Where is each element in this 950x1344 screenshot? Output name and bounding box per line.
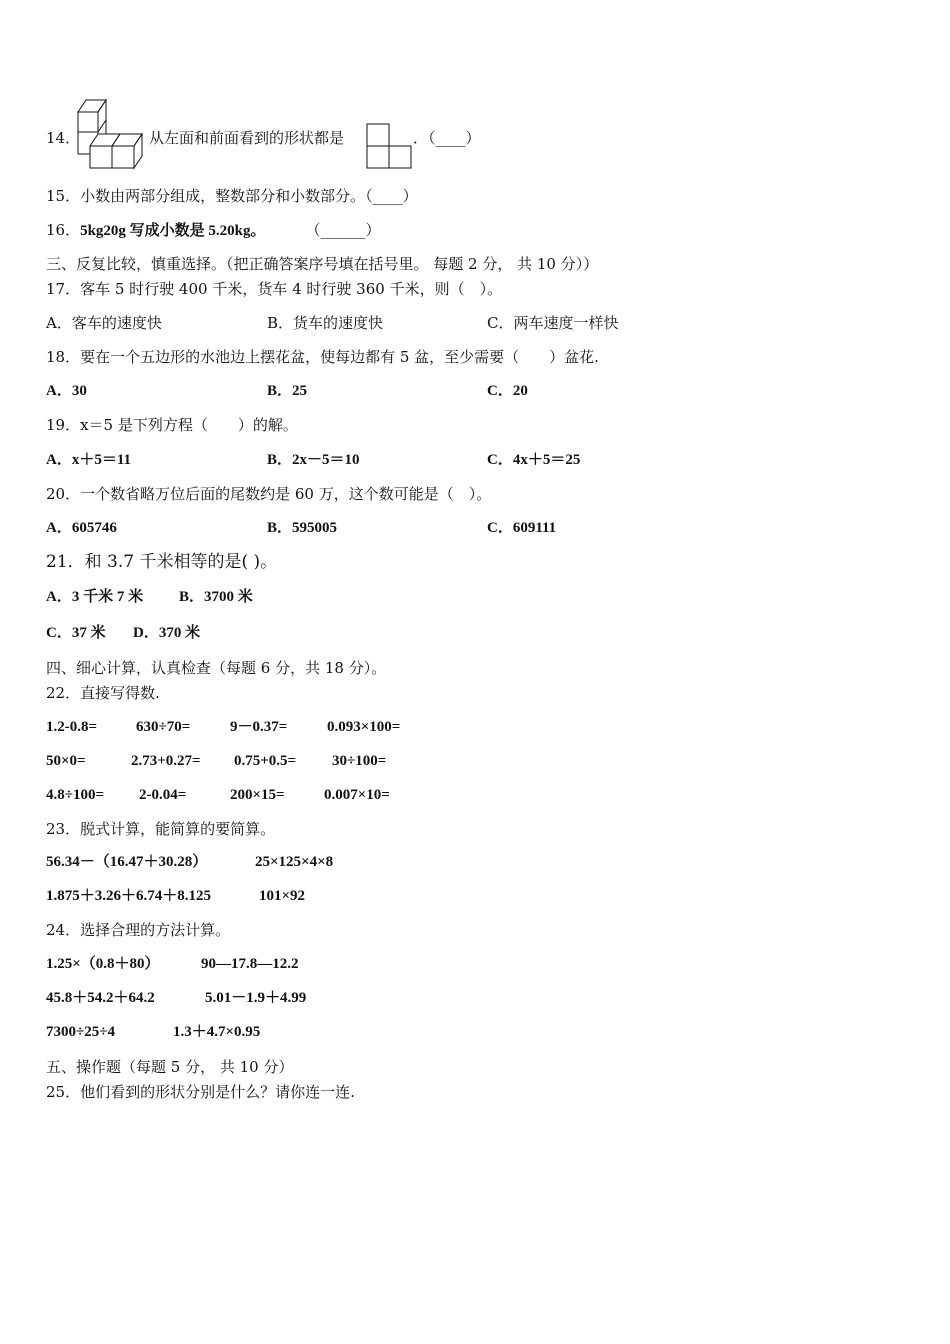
q14-tail: ．（____） bbox=[413, 129, 481, 147]
q22-item: 0.75+0.5= bbox=[234, 753, 297, 769]
q16-text: 5kg20g 写成小数是 5.20kg。 bbox=[80, 223, 266, 239]
q18-stem: 18．要在一个五边形的水池边上摆花盆，使每边都有 5 盆，至少需要（ ）盆花. bbox=[46, 348, 599, 366]
section-5-heading: 五、操作题（每题 5 分， 共 10 分） bbox=[46, 1058, 294, 1076]
shape-view-figure bbox=[366, 123, 414, 169]
q22-item: 2-0.04= bbox=[139, 787, 187, 803]
q22-item: 630÷70= bbox=[136, 719, 191, 735]
q24-item: 5.01－1.9＋4.99 bbox=[205, 990, 307, 1006]
q20-option-b: B．595005 bbox=[267, 520, 338, 536]
q19-stem: 19．x＝5 是下列方程（ ）的解。 bbox=[46, 416, 298, 434]
q24-item: 7300÷25÷4 bbox=[46, 1024, 115, 1040]
q21-option-a: A．3 千米 7 米 bbox=[46, 589, 144, 605]
q22-item: 30÷100= bbox=[332, 753, 387, 769]
q19-option-b: B．2x－5＝10 bbox=[267, 452, 360, 468]
q21-option-c: C．37 米 bbox=[46, 625, 106, 641]
section-4-heading: 四、细心计算，认真检查（每题 6 分，共 18 分）。 bbox=[46, 659, 387, 677]
q23-item: 56.34－（16.47＋30.28） bbox=[46, 854, 208, 870]
q23-item: 101×92 bbox=[259, 888, 306, 904]
q19-option-a: A．x＋5＝11 bbox=[46, 452, 132, 468]
q18-option-b: B．25 bbox=[267, 383, 308, 399]
q19-option-c: C．4x＋5＝25 bbox=[487, 452, 581, 468]
q21-option-b: B．3700 米 bbox=[179, 589, 253, 605]
q24-item: 90—17.8—12.2 bbox=[201, 956, 299, 972]
q17-option-c: C．两车速度一样快 bbox=[487, 314, 619, 332]
q22-item: 50×0= bbox=[46, 753, 86, 769]
q14-number: 14． bbox=[46, 129, 81, 147]
q23-stem: 23．脱式计算，能简算的要简算。 bbox=[46, 820, 276, 838]
q22-item: 200×15= bbox=[230, 787, 285, 803]
cube-stack-figure bbox=[76, 98, 148, 170]
q25-stem: 25．他们看到的形状分别是什么？请你连一连. bbox=[46, 1083, 355, 1101]
q20-option-a: A．605746 bbox=[46, 520, 117, 536]
q22-item: 2.73+0.27= bbox=[131, 753, 201, 769]
q24-item: 1.25×（0.8＋80） bbox=[46, 956, 160, 972]
q16-number: 16． bbox=[46, 221, 81, 239]
q23-item: 25×125×4×8 bbox=[255, 854, 334, 870]
q20-option-c: C．609111 bbox=[487, 520, 557, 536]
q17-option-b: B．货车的速度快 bbox=[267, 314, 384, 332]
q18-option-a: A．30 bbox=[46, 383, 87, 399]
q22-item: 0.093×100= bbox=[327, 719, 401, 735]
q16 bbox=[46, 220, 381, 241]
q22-item: 9－0.37= bbox=[230, 719, 288, 735]
q17-option-a: A．客车的速度快 bbox=[46, 314, 162, 332]
section-3-heading: 三、反复比较，慎重选择。（把正确答案序号填在括号里。 每题 2 分， 共 10 分）） bbox=[46, 255, 599, 273]
q24-item: 1.3＋4.7×0.95 bbox=[173, 1024, 261, 1040]
q24-item: 45.8＋54.2＋64.2 bbox=[46, 990, 155, 1006]
q20-stem: 20．一个数省略万位后面的尾数约是 60 万，这个数可能是（ ）。 bbox=[46, 485, 492, 503]
q16-blank: （______） bbox=[305, 221, 381, 239]
q22-item: 4.8÷100= bbox=[46, 787, 105, 803]
q22-item: 0.007×10= bbox=[324, 787, 390, 803]
q22-stem: 22．直接写得数. bbox=[46, 684, 160, 702]
q22-item: 1.2-0.8= bbox=[46, 719, 98, 735]
q24-stem: 24．选择合理的方法计算。 bbox=[46, 921, 231, 939]
q21-option-d: D．370 米 bbox=[133, 625, 201, 641]
q18-option-c: C．20 bbox=[487, 383, 528, 399]
q21-stem: 21．和 3.7 千米相等的是( )。 bbox=[46, 552, 278, 572]
q17-stem: 17．客车 5 时行驶 400 千米，货车 4 时行驶 360 千米，则（ ）。 bbox=[46, 280, 503, 298]
q15: 15．小数由两部分组成，整数部分和小数部分。（____） bbox=[46, 187, 418, 205]
q14-text: 从左面和前面看到的形状都是 bbox=[149, 129, 345, 147]
q23-item: 1.875＋3.26＋6.74＋8.125 bbox=[46, 888, 212, 904]
